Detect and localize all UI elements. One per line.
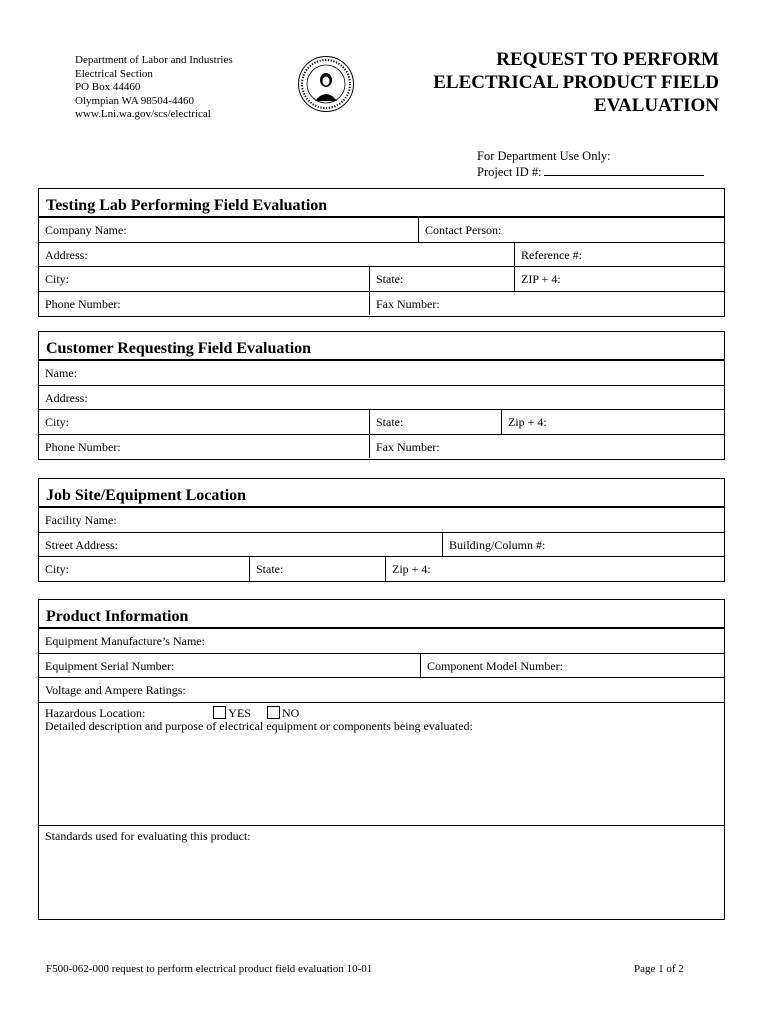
section-title: Job Site/Equipment Location [39,479,724,507]
department-use-box [477,148,704,180]
hazardous-location-label: Hazardous Location: [45,705,146,720]
form-title-line: REQUEST TO PERFORM [496,49,719,70]
address-line: Electrical Section [75,67,153,80]
customer-section [38,331,725,460]
serial-number-field[interactable]: Equipment Serial Number: [45,658,175,673]
form-title-line: ELECTRICAL PRODUCT FIELD [433,72,719,93]
component-model-field[interactable]: Component Model Number: [420,654,724,678]
hazardous-location-row [39,702,724,720]
page-number: Page 1 of 2 [634,963,684,975]
voltage-ampere-field[interactable]: Voltage and Ampere Ratings: [45,683,186,697]
address-field[interactable]: Address: [45,247,88,262]
standards-label: Standards used for evaluating this product: [45,828,251,843]
form-title [433,48,719,117]
city-field[interactable]: City: [45,562,70,576]
city-field[interactable]: City: [45,415,70,429]
address-field[interactable]: Address: [45,390,88,405]
building-column-field[interactable]: Building/Column #: [442,533,724,557]
project-id-label: Project ID #: [477,165,542,179]
product-section [38,599,725,920]
facility-name-field[interactable]: Facility Name: [45,513,117,527]
fax-field[interactable]: Fax Number: [369,435,724,459]
state-field[interactable]: State: [249,557,385,581]
no-checkbox[interactable] [267,706,280,719]
testing-lab-section [38,188,725,317]
reference-field[interactable]: Reference #: [514,243,724,267]
address-line: PO Box 44460 [75,81,141,93]
form-id: F500-062-000 request to perform electrical product field evaluation 10-01 [46,963,373,975]
section-title: Customer Requesting Field Evaluation [39,332,724,360]
department-use-label: For Department Use Only: [477,149,611,163]
phone-field[interactable]: Phone Number: [45,296,121,311]
agency-address [75,54,233,122]
state-field[interactable]: State: [369,410,501,434]
fax-field[interactable]: Fax Number: [369,292,724,316]
section-title: Product Information [39,600,724,628]
zip-field[interactable]: Zip + 4: [385,557,724,581]
address-line: Department of Labor and Industries [75,54,233,66]
street-address-field[interactable]: Street Address: [45,537,118,552]
form-title-line: EVALUATION [594,95,719,116]
yes-checkbox[interactable] [213,706,226,719]
description-field[interactable] [39,717,724,825]
standards-field[interactable] [39,825,724,919]
section-title: Testing Lab Performing Field Evaluation [39,189,724,217]
phone-field[interactable]: Phone Number: [45,439,121,454]
name-field[interactable]: Name: [45,366,77,380]
zip-field[interactable]: Zip + 4: [501,410,724,434]
zip-field[interactable]: ZIP + 4: [514,267,724,291]
description-label: Detailed description and purpose of electrical equipment or components being evaluated: [45,718,473,733]
address-line: www.Lni.wa.gov/scs/electrical [75,108,211,120]
address-line: Olympian WA 98504-4460 [75,94,194,107]
state-field[interactable]: State: [369,267,514,291]
yes-label: YES [228,705,251,720]
no-label: NO [281,705,300,720]
state-seal-logo [297,55,355,113]
company-name-field[interactable]: Company Name: [45,223,127,237]
manufacturer-name-field[interactable]: Equipment Manufacture’s Name: [45,634,205,648]
contact-person-field[interactable]: Contact Person: [418,218,724,242]
city-field[interactable]: City: [45,272,70,286]
project-id-field[interactable] [544,164,704,176]
job-site-section [38,478,725,582]
